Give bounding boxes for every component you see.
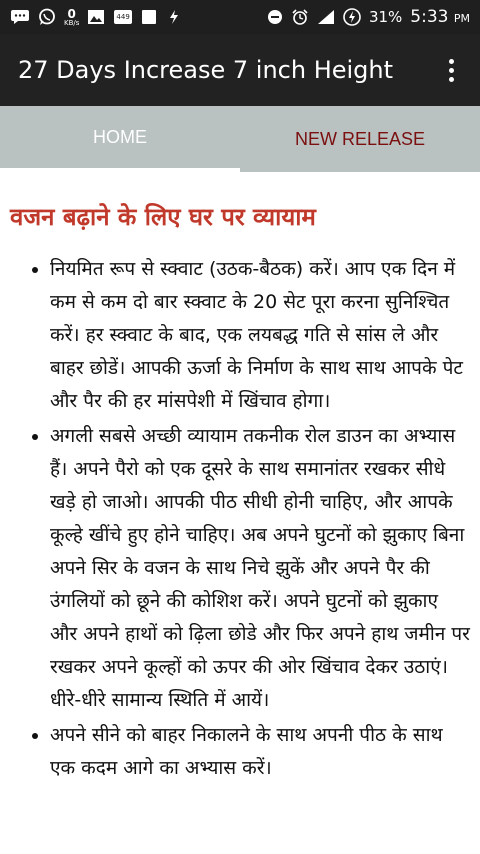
more-vert-icon[interactable] <box>441 51 462 90</box>
article-heading: वजन बढ़ाने के लिए घर पर व्यायाम <box>10 203 316 231</box>
data-speed-value: 0 <box>67 6 76 21</box>
alarm-icon <box>291 8 309 26</box>
notification-count-icon <box>113 8 133 26</box>
notification-badge: 449 <box>116 13 130 21</box>
battery-percent: 31% <box>368 8 403 26</box>
message-icon <box>10 9 30 25</box>
signal-icon <box>317 9 335 25</box>
dnd-icon <box>267 9 283 25</box>
status-bar <box>0 0 480 34</box>
clock-time: 5:33 <box>410 7 449 27</box>
tab-new-release[interactable]: NEW RELEASE <box>294 128 426 149</box>
data-speed-unit: KB/s <box>64 18 80 27</box>
list-item: • अगली सबसे अच्छी व्यायाम तकनीक रोल डाउन का अभ्यास हैं। अपने पैरो को एक दूसरे के साथ समानांतर रखकर सीधे खड़े हो जाओ। आपकी पीठ सीधी होनी चाहिए, और आपके कूल्हे खींचे हुए होने चाहिए। अब अपने घुटनों को झुकाए बिना अपने सिर के वजन के साथ निचे झुकें और अपने पैर की उंगलियों को छूने की कोशिश करें। अपने घुटनों को झुकाए और अपने हाथों को ढ़िला छोडे और फिर अपने हाथ जमीन पर रखकर अपने कूल्हों को ऊपर की ओर खिंचाव देकर उठाएं। धीरे-धीरे सामान्य स्थिति में आयें। <box>50 420 470 717</box>
battery-charging-icon <box>343 8 361 26</box>
tab-bar <box>0 106 480 172</box>
data-speed-icon <box>64 8 79 27</box>
square-icon <box>141 9 157 25</box>
whatsapp-icon <box>38 8 56 26</box>
flipkart-icon <box>165 8 183 26</box>
tab-home[interactable]: HOME <box>0 106 240 172</box>
app-bar <box>0 34 480 106</box>
clock <box>410 7 470 27</box>
clock-ampm: PM <box>453 12 470 25</box>
list-item: • नियमित रूप से स्क्वाट (उठक-बैठक) करें। आप एक दिन में कम से कम दो बार स्क्वाट के 20 सेट पूरा करना सुनिश्चित करें। हर स्क्वाट के बाद, एक लयबद्ध गति से सांस ले और बाहर छोडें। आपकी ऊर्जा के निर्माण के साथ साथ आपके पेट और पैर की हर मांसपेशी में खिंचाव होगा। <box>50 253 470 418</box>
app-title: 27 Days Increase 7 inch Height <box>18 56 394 84</box>
article-list <box>10 253 470 785</box>
list-item: • अपने सीने को बाहर निकालने के साथ अपनी पीठ के साथ एक कदम आगे का अभ्यास करें। <box>50 719 470 785</box>
image-icon <box>87 9 105 25</box>
article-content <box>0 202 480 785</box>
